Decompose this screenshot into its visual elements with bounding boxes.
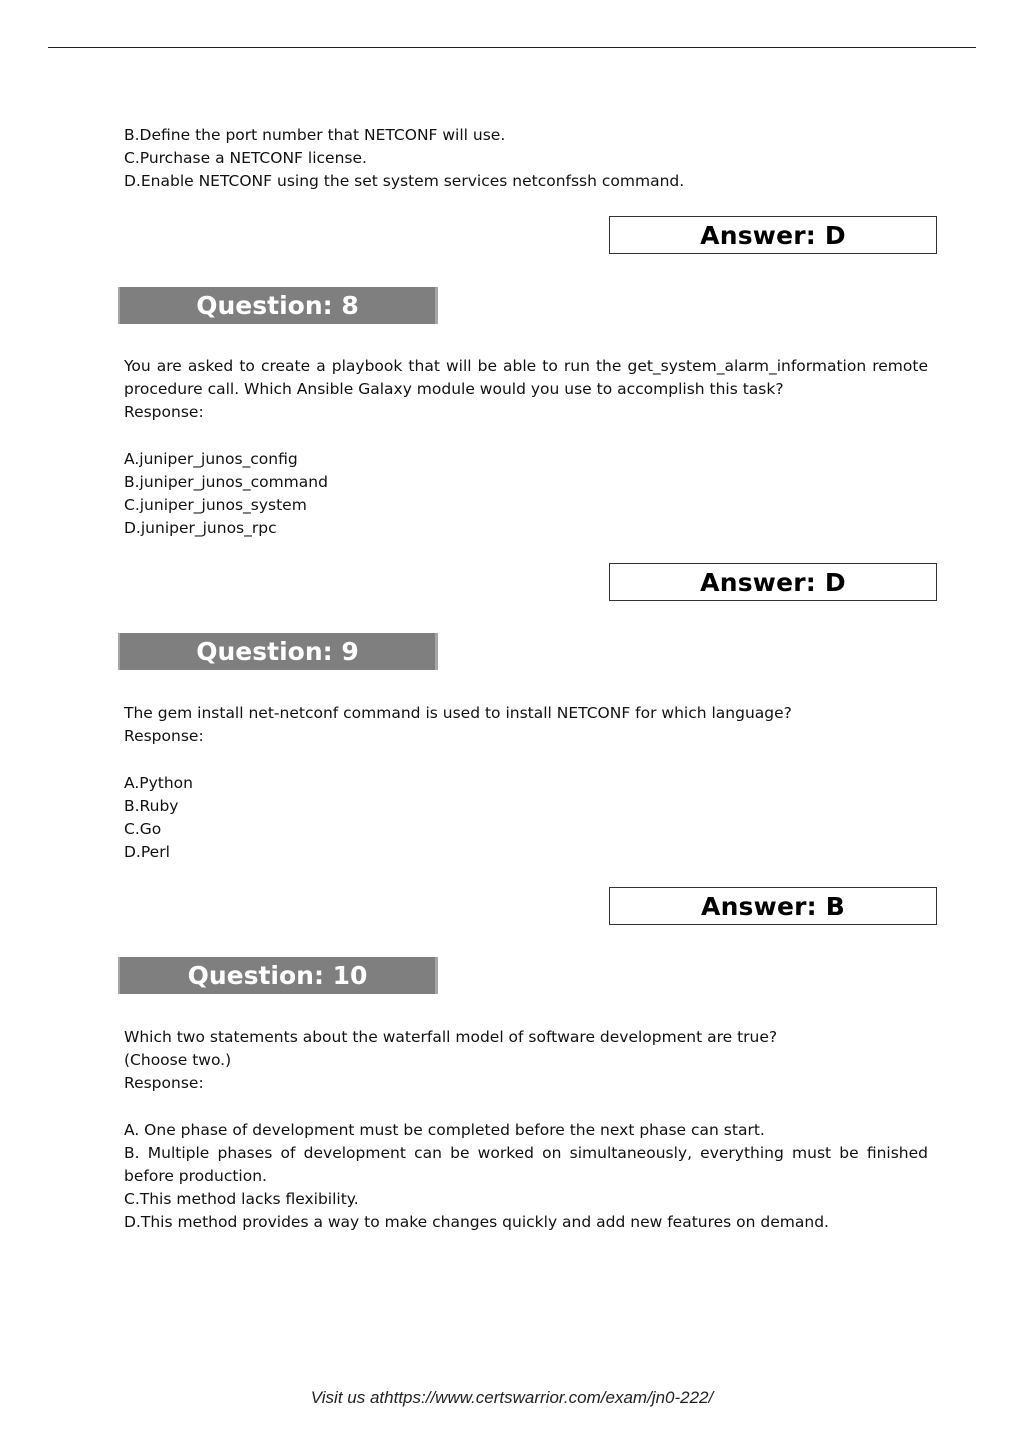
q10-banner	[118, 957, 438, 994]
q8-option-a: A.juniper_junos_config	[124, 450, 298, 468]
q10-option-d: D.This method provides a way to make changes quickly and add new features on demand.	[124, 1213, 829, 1231]
q7-answer: Answer: D	[700, 220, 846, 250]
q7-answer-box	[609, 216, 937, 254]
q9-response-label: Response:	[124, 727, 204, 745]
q10-stem-line-1: Which two statements about the waterfall model of software development are true?	[124, 1028, 778, 1046]
q9-answer-box	[609, 887, 937, 925]
q8-banner	[118, 287, 438, 324]
q9-option-d: D.Perl	[124, 843, 170, 861]
q9-title: Question: 9	[196, 637, 359, 666]
q8-answer-box	[609, 563, 937, 601]
q10-option-b-line-2: before production.	[124, 1167, 267, 1185]
q10-response-label: Response:	[124, 1074, 204, 1092]
q10-stem-line-2: (Choose two.)	[124, 1051, 232, 1069]
q8-stem-line-1: You are asked to create a playbook that will be able to run the get_system_alarm_information remote	[124, 357, 928, 375]
q9-banner	[118, 633, 438, 670]
q8-option-d: D.juniper_junos_rpc	[124, 519, 277, 537]
q8-stem-line-2: procedure call. Which Ansible Galaxy module would you use to accomplish this task?	[124, 380, 784, 398]
q8-response-label: Response:	[124, 403, 204, 421]
q8-answer: Answer: D	[700, 567, 846, 597]
q7-option-d: D.Enable NETCONF using the set system services netconfssh command.	[124, 172, 685, 190]
q10-option-b-line-1: B. Multiple phases of development can be worked on simultaneously, everything must be finished	[124, 1144, 928, 1162]
q7-option-c: C.Purchase a NETCONF license.	[124, 149, 367, 167]
q8-option-b: B.juniper_junos_command	[124, 473, 328, 491]
footer-visit-link[interactable]: Visit us athttps://www.certswarrior.com/exam/jn0-222/	[310, 1388, 714, 1407]
q9-option-c: C.Go	[124, 820, 162, 838]
header-rule	[48, 47, 976, 48]
q10-option-c: C.This method lacks flexibility.	[124, 1190, 359, 1208]
q10-title: Question: 10	[187, 961, 368, 990]
q7-option-b: B.Define the port number that NETCONF will use.	[124, 126, 506, 144]
q8-option-c: C.juniper_junos_system	[124, 496, 307, 514]
q10-option-a: A. One phase of development must be completed before the next phase can start.	[124, 1121, 765, 1139]
q9-option-b: B.Ruby	[124, 797, 179, 815]
q9-answer: Answer: B	[701, 891, 845, 921]
q9-option-a: A.Python	[124, 774, 193, 792]
q8-title: Question: 8	[196, 291, 359, 320]
q9-stem-line-1: The gem install net-netconf command is used to install NETCONF for which language?	[124, 704, 792, 722]
